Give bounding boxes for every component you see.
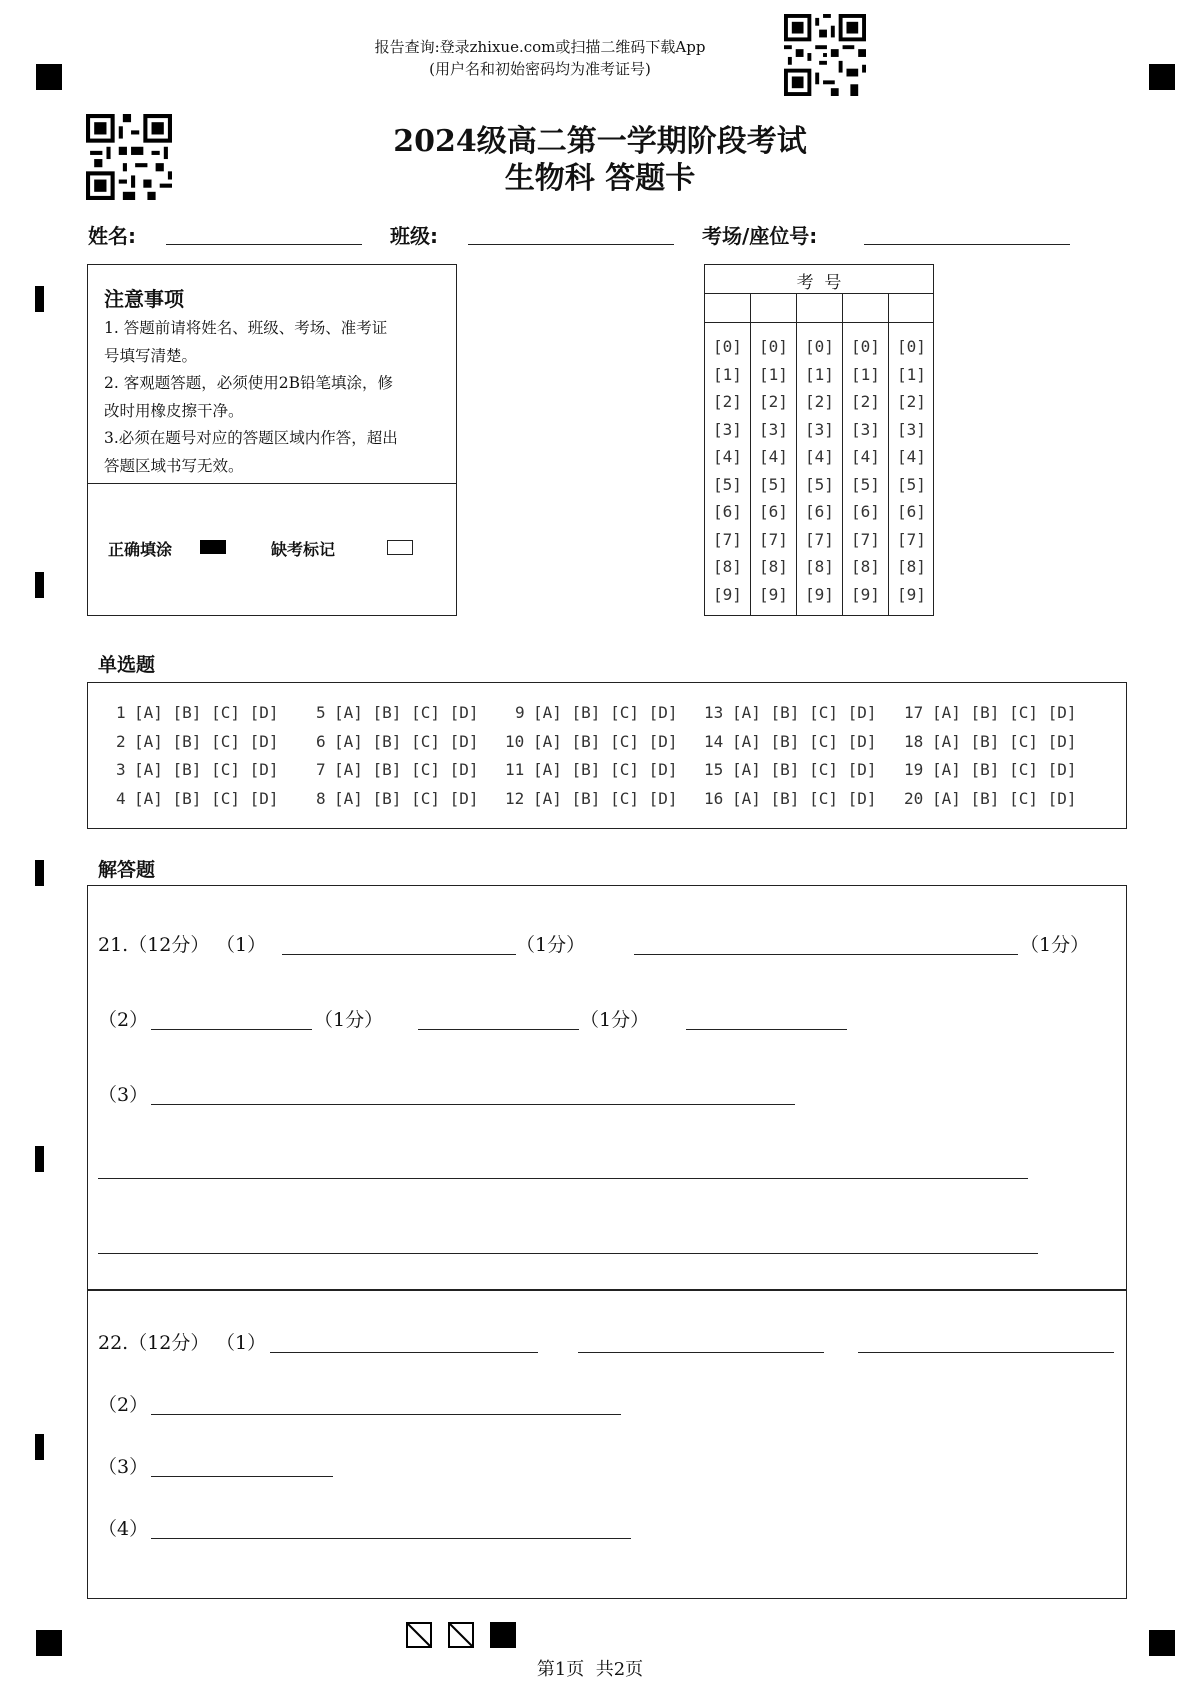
q21-part3-label: （3） bbox=[98, 1084, 149, 1106]
timing-mark-side bbox=[35, 286, 44, 312]
answer-option-bubbles[interactable]: [A] [B] [C] [D] bbox=[134, 731, 279, 751]
question-number: 5 bbox=[316, 703, 326, 722]
page-marker-filled bbox=[490, 1622, 516, 1648]
exam-digit-bubble[interactable]: [6] bbox=[851, 502, 880, 521]
question-number: 12 bbox=[505, 788, 525, 808]
q21-part3-answer-line2[interactable] bbox=[98, 1178, 1028, 1179]
timing-mark-bottom-left bbox=[36, 1630, 62, 1656]
q21-part3-answer-line3[interactable] bbox=[98, 1253, 1038, 1254]
qr-code-icon bbox=[784, 14, 866, 96]
question-number: 16 bbox=[704, 788, 724, 808]
timing-mark-side bbox=[35, 1146, 44, 1172]
question-number: 4 bbox=[116, 788, 126, 808]
notice-text bbox=[104, 315, 444, 480]
timing-mark-side bbox=[35, 860, 44, 886]
exam-digit-bubble[interactable]: [1] bbox=[805, 364, 834, 384]
exam-digit-bubble[interactable]: [0] bbox=[759, 337, 788, 356]
q21-part3-answer-line1[interactable] bbox=[151, 1104, 795, 1105]
exam-digit-bubble[interactable]: [4] bbox=[851, 447, 880, 466]
timing-mark-side bbox=[35, 572, 44, 598]
question-number: 18 bbox=[904, 731, 924, 751]
q22-box bbox=[87, 1289, 1127, 1599]
qr-code-icon bbox=[86, 114, 172, 200]
q21-part2-answer-b[interactable] bbox=[418, 1029, 579, 1030]
q22-part1-answer-b[interactable] bbox=[578, 1352, 824, 1353]
exam-digit-bubble[interactable]: [6] bbox=[759, 502, 788, 521]
timing-mark-top-right bbox=[1149, 64, 1175, 90]
col-divider bbox=[842, 293, 843, 615]
question-number: 11 bbox=[505, 760, 525, 779]
question-number: 13 bbox=[704, 703, 724, 722]
q22-part4-answer[interactable] bbox=[151, 1538, 631, 1539]
exam-digit-bubble[interactable]: [6] bbox=[897, 502, 926, 521]
notice-divider bbox=[88, 483, 456, 484]
exam-digit-bubble[interactable]: [8] bbox=[897, 557, 926, 576]
answer-option-bubbles[interactable]: [A] [B] [C] [D] bbox=[732, 731, 877, 751]
answer-option-bubbles[interactable]: [A] [B] [C] [D] bbox=[932, 731, 1077, 751]
exam-number-header-divider bbox=[705, 293, 933, 294]
q21-part1-score-a: （1分） bbox=[516, 934, 586, 956]
q21-part1-answer-b[interactable] bbox=[634, 954, 1018, 955]
exam-digit-bubble[interactable]: [1] bbox=[713, 364, 742, 384]
timing-mark-top-left bbox=[36, 64, 62, 90]
col-divider bbox=[888, 293, 889, 615]
exam-digit-bubble[interactable]: [6] bbox=[805, 502, 834, 521]
report-query-line1: 报告查询:登录zhixue.com或扫描二维码下载App bbox=[374, 38, 706, 56]
page-number: 第1页 共2页 bbox=[536, 1659, 644, 1680]
report-query-text bbox=[300, 36, 780, 80]
question-number: 1 bbox=[116, 703, 126, 722]
answer-option-bubbles[interactable]: [A] [B] [C] [D] bbox=[134, 788, 279, 808]
exam-digit-bubble[interactable]: [7] bbox=[805, 529, 834, 549]
seat-label: 考场/座位号: bbox=[702, 224, 818, 248]
question-number: 10 bbox=[505, 731, 525, 751]
notice-box bbox=[87, 264, 457, 616]
exam-digit-bubble[interactable]: [9] bbox=[897, 584, 926, 604]
exam-number-input-divider bbox=[705, 322, 933, 323]
absent-mark-label: 缺考标记 bbox=[271, 540, 336, 559]
class-label: 班级: bbox=[390, 224, 438, 248]
seat-field[interactable] bbox=[864, 244, 1070, 245]
exam-digit-bubble[interactable]: [3] bbox=[805, 419, 834, 439]
question-number: 20 bbox=[904, 788, 924, 808]
answer-option-bubbles[interactable]: [A] [B] [C] [D] bbox=[334, 788, 479, 808]
exam-digit-bubble[interactable]: [0] bbox=[805, 337, 834, 356]
timing-mark-bottom-right bbox=[1149, 1630, 1175, 1656]
answer-option-bubbles[interactable]: [A] [B] [C] [D] bbox=[732, 788, 877, 808]
name-field[interactable] bbox=[166, 244, 362, 245]
exam-digit-bubble[interactable]: [7] bbox=[851, 529, 880, 549]
exam-digit-bubble[interactable]: [2] bbox=[805, 392, 834, 411]
exam-digit-bubble[interactable]: [2] bbox=[897, 392, 926, 411]
exam-digit-bubble[interactable]: [7] bbox=[897, 529, 926, 549]
single-choice-box bbox=[87, 682, 1127, 829]
single-choice-title: 单选题 bbox=[98, 654, 156, 676]
col-divider bbox=[750, 293, 751, 615]
correct-fill-label: 正确填涂 bbox=[108, 540, 173, 559]
q21-part2-answer-a[interactable] bbox=[151, 1029, 312, 1030]
exam-digit-bubble[interactable]: [8] bbox=[851, 557, 880, 576]
exam-digit-bubble[interactable]: [5] bbox=[851, 474, 880, 494]
exam-digit-bubble[interactable]: [5] bbox=[759, 474, 788, 494]
q22-part2-label: （2） bbox=[98, 1394, 149, 1416]
q22-part3-answer[interactable] bbox=[151, 1476, 333, 1477]
q22-part1-answer-c[interactable] bbox=[858, 1352, 1114, 1353]
notice-line: 3.必须在题号对应的答题区域内作答，超出 bbox=[104, 429, 398, 447]
exam-digit-bubble[interactable]: [0] bbox=[851, 337, 880, 356]
exam-digit-bubble[interactable]: [8] bbox=[805, 557, 834, 576]
question-number: 2 bbox=[116, 731, 126, 751]
notice-line: 号填写清楚。 bbox=[104, 346, 198, 365]
notice-title: 注意事项 bbox=[104, 287, 184, 311]
exam-digit-bubble[interactable]: [4] bbox=[713, 447, 742, 466]
question-number: 15 bbox=[704, 760, 724, 779]
q22-part4-label: （4） bbox=[98, 1518, 149, 1540]
q21-box bbox=[87, 885, 1127, 1291]
answer-option-bubbles[interactable]: [A] [B] [C] [D] bbox=[134, 760, 279, 779]
answer-option-bubbles[interactable]: [A] [B] [C] [D] bbox=[533, 731, 678, 751]
exam-digit-bubble[interactable]: [3] bbox=[851, 419, 880, 439]
answer-option-bubbles[interactable]: [A] [B] [C] [D] bbox=[533, 788, 678, 808]
exam-digit-bubble[interactable]: [9] bbox=[759, 584, 788, 604]
exam-number-box bbox=[704, 264, 934, 616]
absent-mark-checkbox[interactable] bbox=[387, 540, 413, 555]
answer-option-bubbles[interactable]: [A] [B] [C] [D] bbox=[134, 703, 279, 722]
timing-mark-side bbox=[35, 1434, 44, 1460]
exam-digit-bubble[interactable]: [1] bbox=[759, 364, 788, 384]
answer-option-bubbles[interactable]: [A] [B] [C] [D] bbox=[932, 788, 1077, 808]
exam-digit-bubble[interactable]: [1] bbox=[851, 364, 880, 384]
correct-fill-sample bbox=[200, 540, 226, 554]
answer-option-bubbles[interactable]: [A] [B] [C] [D] bbox=[932, 703, 1077, 722]
answer-option-bubbles[interactable]: [A] [B] [C] [D] bbox=[334, 731, 479, 751]
question-number: 7 bbox=[316, 760, 326, 779]
exam-digit-bubble[interactable]: [8] bbox=[713, 557, 742, 576]
exam-digit-bubble[interactable]: [3] bbox=[759, 419, 788, 439]
answer-option-bubbles[interactable]: [A] [B] [C] [D] bbox=[334, 760, 479, 779]
exam-digit-bubble[interactable]: [6] bbox=[713, 502, 742, 521]
question-number: 9 bbox=[515, 703, 525, 722]
q21-part2-score-b: （1分） bbox=[580, 1009, 650, 1031]
exam-digit-bubble[interactable]: [4] bbox=[897, 447, 926, 466]
answer-option-bubbles[interactable]: [A] [B] [C] [D] bbox=[533, 703, 678, 722]
answer-option-bubbles[interactable]: [A] [B] [C] [D] bbox=[533, 760, 678, 779]
answer-option-bubbles[interactable]: [A] [B] [C] [D] bbox=[334, 703, 479, 722]
report-query-line2: (用户名和初始密码均为准考证号) bbox=[429, 60, 651, 78]
exam-digit-bubble[interactable]: [5] bbox=[805, 474, 834, 494]
exam-digit-bubble[interactable]: [4] bbox=[805, 447, 834, 466]
exam-digit-bubble[interactable]: [9] bbox=[851, 584, 880, 604]
q22-part1-label: （1） bbox=[216, 1332, 267, 1354]
exam-title: 2024级高二第一学期阶段考试 bbox=[393, 124, 807, 159]
q21-part1-label: （1） bbox=[216, 934, 267, 956]
exam-digit-bubble[interactable]: [5] bbox=[897, 474, 926, 494]
exam-digit-bubble[interactable]: [0] bbox=[897, 337, 926, 356]
exam-digit-bubble[interactable]: [9] bbox=[713, 584, 742, 604]
exam-digit-bubble[interactable]: [9] bbox=[805, 584, 834, 604]
q21-part2-answer-c[interactable] bbox=[686, 1029, 847, 1030]
class-field[interactable] bbox=[468, 244, 674, 245]
q21-part2-label: （2） bbox=[98, 1009, 149, 1031]
question-number: 19 bbox=[904, 760, 924, 779]
page-marker-icon bbox=[406, 1622, 432, 1648]
notice-line: 2. 客观题答题，必须使用2B铅笔填涂，修 bbox=[104, 374, 393, 392]
question-number: 8 bbox=[316, 788, 326, 808]
question-number: 6 bbox=[316, 731, 326, 751]
exam-digit-bubble[interactable]: [4] bbox=[759, 447, 788, 466]
name-label: 姓名: bbox=[88, 224, 136, 248]
q21-part2-score-a: （1分） bbox=[314, 1009, 384, 1031]
page-marker-icon bbox=[448, 1622, 474, 1648]
q22-label: 22.（12分） bbox=[98, 1332, 210, 1354]
q21-part1-answer-a[interactable] bbox=[282, 954, 516, 955]
exam-digit-bubble[interactable]: [2] bbox=[851, 392, 880, 411]
notice-line: 答题区域书写无效。 bbox=[104, 456, 244, 475]
q22-part2-answer[interactable] bbox=[151, 1414, 621, 1415]
answer-option-bubbles[interactable]: [A] [B] [C] [D] bbox=[932, 760, 1077, 779]
answer-section-title: 解答题 bbox=[98, 859, 156, 881]
q22-part3-label: （3） bbox=[98, 1456, 149, 1478]
q22-part1-answer-a[interactable] bbox=[270, 1352, 538, 1353]
question-number: 14 bbox=[704, 731, 724, 751]
exam-digit-bubble[interactable]: [2] bbox=[759, 392, 788, 411]
col-divider bbox=[796, 293, 797, 615]
exam-digit-bubble[interactable]: [3] bbox=[897, 419, 926, 439]
exam-digit-bubble[interactable]: [1] bbox=[897, 364, 926, 384]
exam-digit-bubble[interactable]: [5] bbox=[713, 474, 742, 494]
notice-line: 1. 答题前请将姓名、班级、考场、准考证 bbox=[104, 319, 388, 337]
exam-subtitle: 生物科 答题卡 bbox=[504, 161, 696, 196]
exam-digit-bubble[interactable]: [0] bbox=[713, 337, 742, 356]
exam-digit-bubble[interactable]: [8] bbox=[759, 557, 788, 576]
question-number: 17 bbox=[904, 703, 924, 722]
q21-label: 21.（12分） bbox=[98, 934, 210, 956]
exam-digit-bubble[interactable]: [7] bbox=[759, 529, 788, 549]
exam-digit-bubble[interactable]: [2] bbox=[713, 392, 742, 411]
question-number: 3 bbox=[116, 760, 126, 779]
answer-option-bubbles[interactable]: [A] [B] [C] [D] bbox=[732, 760, 877, 779]
exam-number-title: 考 号 bbox=[796, 273, 842, 293]
answer-option-bubbles[interactable]: [A] [B] [C] [D] bbox=[732, 703, 877, 722]
exam-digit-bubble[interactable]: [7] bbox=[713, 529, 742, 549]
q21-part1-score-b: （1分） bbox=[1020, 934, 1090, 956]
exam-digit-bubble[interactable]: [3] bbox=[713, 419, 742, 439]
notice-line: 改时用橡皮擦干净。 bbox=[104, 401, 244, 420]
